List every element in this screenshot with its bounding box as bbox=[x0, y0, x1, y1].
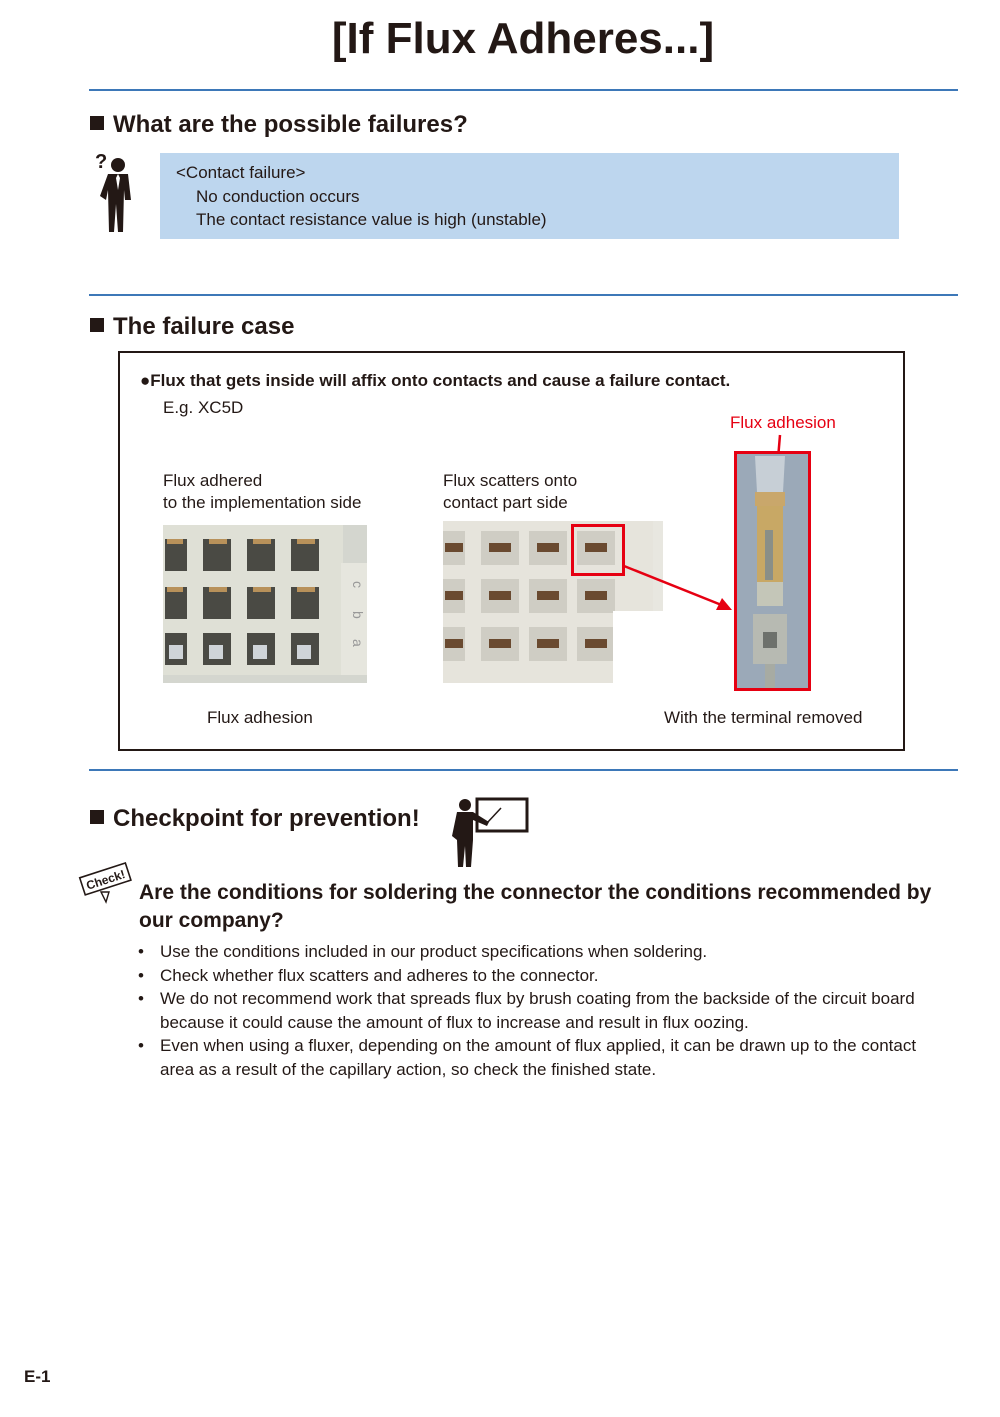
check-badge-icon bbox=[77, 858, 135, 904]
failure-statement: ●Flux that gets inside will affix onto contacts and cause a failure contact. bbox=[140, 371, 731, 390]
section-divider bbox=[89, 89, 958, 91]
list-item bbox=[138, 987, 938, 1034]
photo2-caption: contact part side bbox=[443, 493, 568, 512]
list-item-text: Even when using a fluxer, depending on the amount of flux applied, it can be drawn up to the contact area as a result of the capillary action, so check the finished state. bbox=[160, 1036, 917, 1079]
bullet-icon: • bbox=[138, 989, 144, 1009]
flux-highlight-box bbox=[571, 524, 625, 576]
section-divider bbox=[89, 294, 958, 296]
pointer-arrow-icon bbox=[620, 560, 740, 620]
bullet-icon: • bbox=[138, 942, 144, 961]
section-heading-failures bbox=[90, 111, 468, 139]
list-item bbox=[138, 1034, 938, 1081]
presenter-whiteboard-icon bbox=[449, 796, 531, 868]
photo2-caption: Flux scatters onto bbox=[443, 471, 578, 490]
square-bullet-icon bbox=[90, 116, 104, 130]
terminal-highlight-box bbox=[734, 451, 811, 691]
list-item bbox=[138, 964, 938, 988]
list-item-text: Check whether flux scatters and adheres to the connector. bbox=[160, 965, 599, 985]
checkpoint-question: Are the conditions for soldering the connector the conditions recommended by our company? bbox=[139, 881, 932, 932]
svg-text:b: b bbox=[350, 611, 366, 619]
page-number: E-1 bbox=[24, 1367, 51, 1386]
svg-text:c: c bbox=[350, 581, 366, 588]
section-heading-failure-case bbox=[90, 313, 294, 341]
photo3-bottom-caption: With the terminal removed bbox=[664, 708, 863, 727]
bullet-icon: • bbox=[138, 965, 144, 985]
svg-text:Check!: Check! bbox=[84, 867, 127, 893]
list-item-text: We do not recommend work that spreads flux by brush coating from the backside of the circuit board because it could cause the amount of flux to increase and result in flux oozing. bbox=[160, 989, 915, 1032]
square-bullet-icon bbox=[90, 318, 104, 332]
list-item-text: Use the conditions included in our product specifications when soldering. bbox=[160, 942, 708, 961]
bullet-icon: • bbox=[138, 1036, 144, 1056]
heading-text: Checkpoint for prevention! bbox=[113, 805, 420, 832]
flux-adhesion-label: Flux adhesion bbox=[730, 413, 836, 432]
example-label: E.g. XC5D bbox=[163, 398, 244, 417]
contact-failure-box bbox=[160, 153, 899, 239]
photo-implementation-side bbox=[163, 525, 367, 683]
heading-text: The failure case bbox=[113, 313, 295, 340]
confused-person-icon bbox=[94, 150, 134, 234]
failure-line: The contact resistance value is high (unstable) bbox=[196, 210, 547, 229]
heading-text: What are the possible failures? bbox=[113, 111, 468, 138]
photo1-caption: Flux adhered bbox=[163, 471, 263, 490]
square-bullet-icon bbox=[90, 810, 104, 824]
failure-label: <Contact failure> bbox=[176, 163, 306, 182]
section-heading-checkpoint bbox=[90, 805, 420, 833]
photo1-bottom-caption: Flux adhesion bbox=[207, 708, 313, 727]
list-item bbox=[138, 940, 938, 964]
svg-text:?: ? bbox=[95, 151, 108, 173]
svg-text:a: a bbox=[350, 639, 366, 647]
page-title: [If Flux Adheres...] bbox=[331, 14, 715, 63]
photo1-caption: to the implementation side bbox=[163, 493, 362, 512]
checkpoint-bullet-list bbox=[138, 940, 938, 1082]
failure-line: No conduction occurs bbox=[196, 187, 360, 206]
section-divider bbox=[89, 769, 958, 771]
